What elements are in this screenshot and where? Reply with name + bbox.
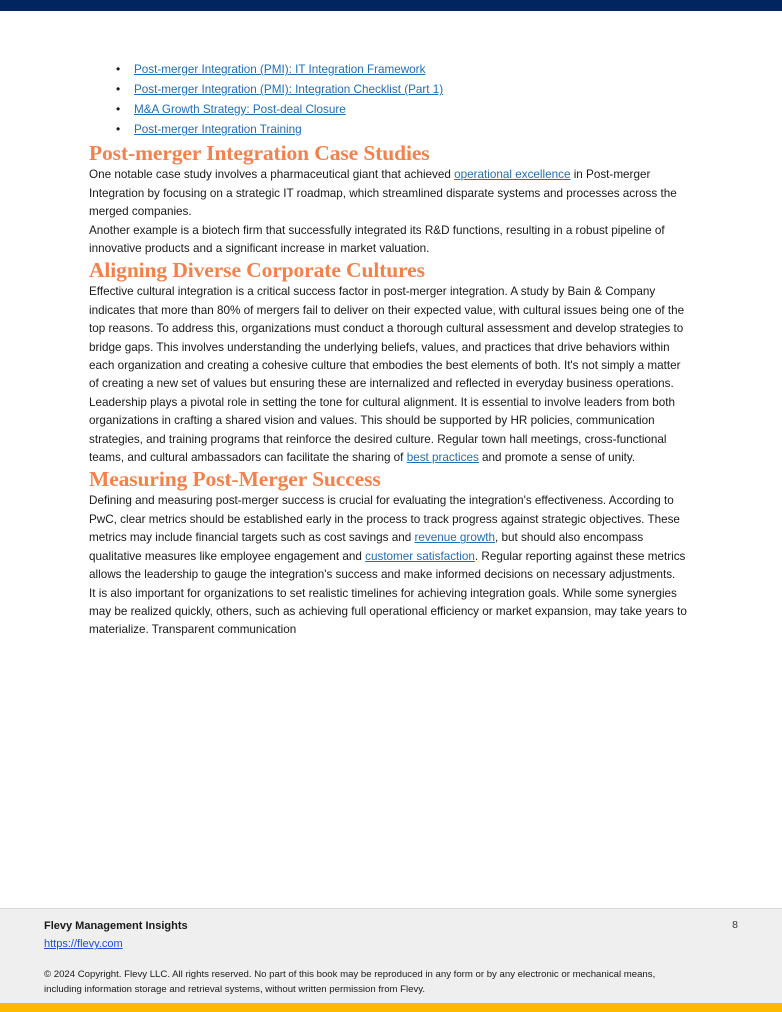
footer-url — [44, 937, 123, 952]
text-run: Another example is a biotech firm that successfully integrated its R&D functions, resulting in a robust pipeline of innovative products and a significant increase in market valuation. — [89, 223, 665, 255]
list-item — [89, 81, 690, 100]
link-best-practices[interactable]: best practices — [406, 451, 479, 465]
page-footer — [0, 908, 782, 1004]
text-run: Effective cultural integration is a critical success factor in post-merger integration. A study by Bain & Company indicates that more than 80% of mergers fail to deliver on their expected value, with cultural issues being one of the top reasons. To address this, organizations must conduct a thorough cultural assessment and develop strategies to bridge gaps. This involves understanding the underlying beliefs, values, and practices that drive behaviors within each organization and creating a cohesive culture that embodies the best elements of both. It's not simply a matter of creating a new set of values but ensuring these are internalized and reflected in everyday business operations. — [89, 285, 685, 391]
paragraph-cultures-1 — [89, 283, 690, 393]
list-item — [89, 61, 690, 80]
footer-url-link[interactable]: https://flevy.com — [44, 938, 123, 950]
related-link-3[interactable]: M&A Growth Strategy: Post-deal Closure — [134, 103, 346, 117]
text-run: and promote a sense of unity. — [478, 451, 636, 465]
document-page — [0, 11, 782, 908]
list-item — [89, 121, 690, 140]
text-run: Defining and measuring post-merger success is crucial for evaluating the integration's effectiveness. According to PwC, clear metrics should be established early in the process to track progress against strategic objectives. These metrics may include financial targets such as cost savings and — [89, 494, 680, 545]
related-link-4[interactable]: Post-merger Integration Training — [134, 123, 302, 137]
related-links-list — [89, 61, 690, 140]
paragraph-case-study-1 — [89, 166, 690, 221]
footer-content — [44, 919, 738, 997]
heading-measuring-success: Measuring Post-Merger Success — [89, 467, 381, 492]
heading-case-studies: Post-merger Integration Case Studies — [89, 141, 430, 166]
page-number: 8 — [732, 919, 738, 931]
heading-aligning-cultures: Aligning Diverse Corporate Cultures — [89, 258, 425, 283]
text-run: It is also important for organizations to set realistic timelines for achieving integration goals. While some synergies may be realized quickly, others, such as achieving full operational efficiency or market expansion, may take years to materialize. Transparent communication — [89, 586, 687, 637]
paragraph-cultures-2 — [89, 394, 690, 468]
text-run: Leadership plays a pivotal role in setting the tone for cultural alignment. It is essential to involve leaders from both organizations in crafting a shared vision and values. This should be supported by HR policies, communication strategies, and training programs that reinforce the desired culture. Regular town hall meetings, cross-functional teams, and cultural ambassadors can facilitate the sharing of — [89, 395, 675, 465]
paragraph-measuring-2 — [89, 585, 690, 640]
text-run: . Regular reporting against these metrics allows the leadership to gauge the integration's success and make informed decisions on necessary adjustments. — [89, 549, 686, 582]
bottom-accent-band — [0, 1003, 782, 1012]
footer-copyright: © 2024 Copyright. Flevy LLC. All rights reserved. No part of this book may be reproduced in any form or by any electronic or mechanical means, including information storage and retrieval systems, without written permission from Flevy. — [44, 969, 656, 995]
text-run: One notable case study involves a pharmaceutical giant that achieved — [89, 168, 455, 182]
paragraph-case-study-2 — [89, 222, 690, 259]
list-item — [89, 101, 690, 120]
text-run: in Post-merger Integration by focusing on a strategic IT roadmap, which streamlined disparate systems and processes across the merged companies. — [89, 168, 677, 219]
text-run: , but should also encompass qualitative measures like employee engagement and — [89, 531, 644, 563]
link-revenue-growth[interactable]: revenue growth — [414, 531, 496, 545]
related-link-2[interactable]: Post-merger Integration (PMI): Integration Checklist (Part 1) — [134, 83, 444, 97]
related-link-1[interactable]: Post-merger Integration (PMI): IT Integration Framework — [134, 63, 426, 76]
link-customer-satisfaction[interactable]: customer satisfaction — [365, 549, 475, 563]
paragraph-measuring-1 — [89, 492, 690, 584]
footer-brand: Flevy Management Insights — [44, 920, 188, 932]
page-content — [89, 61, 690, 640]
top-accent-band — [0, 0, 782, 11]
link-operational-excellence[interactable]: operational excellence — [454, 168, 571, 182]
